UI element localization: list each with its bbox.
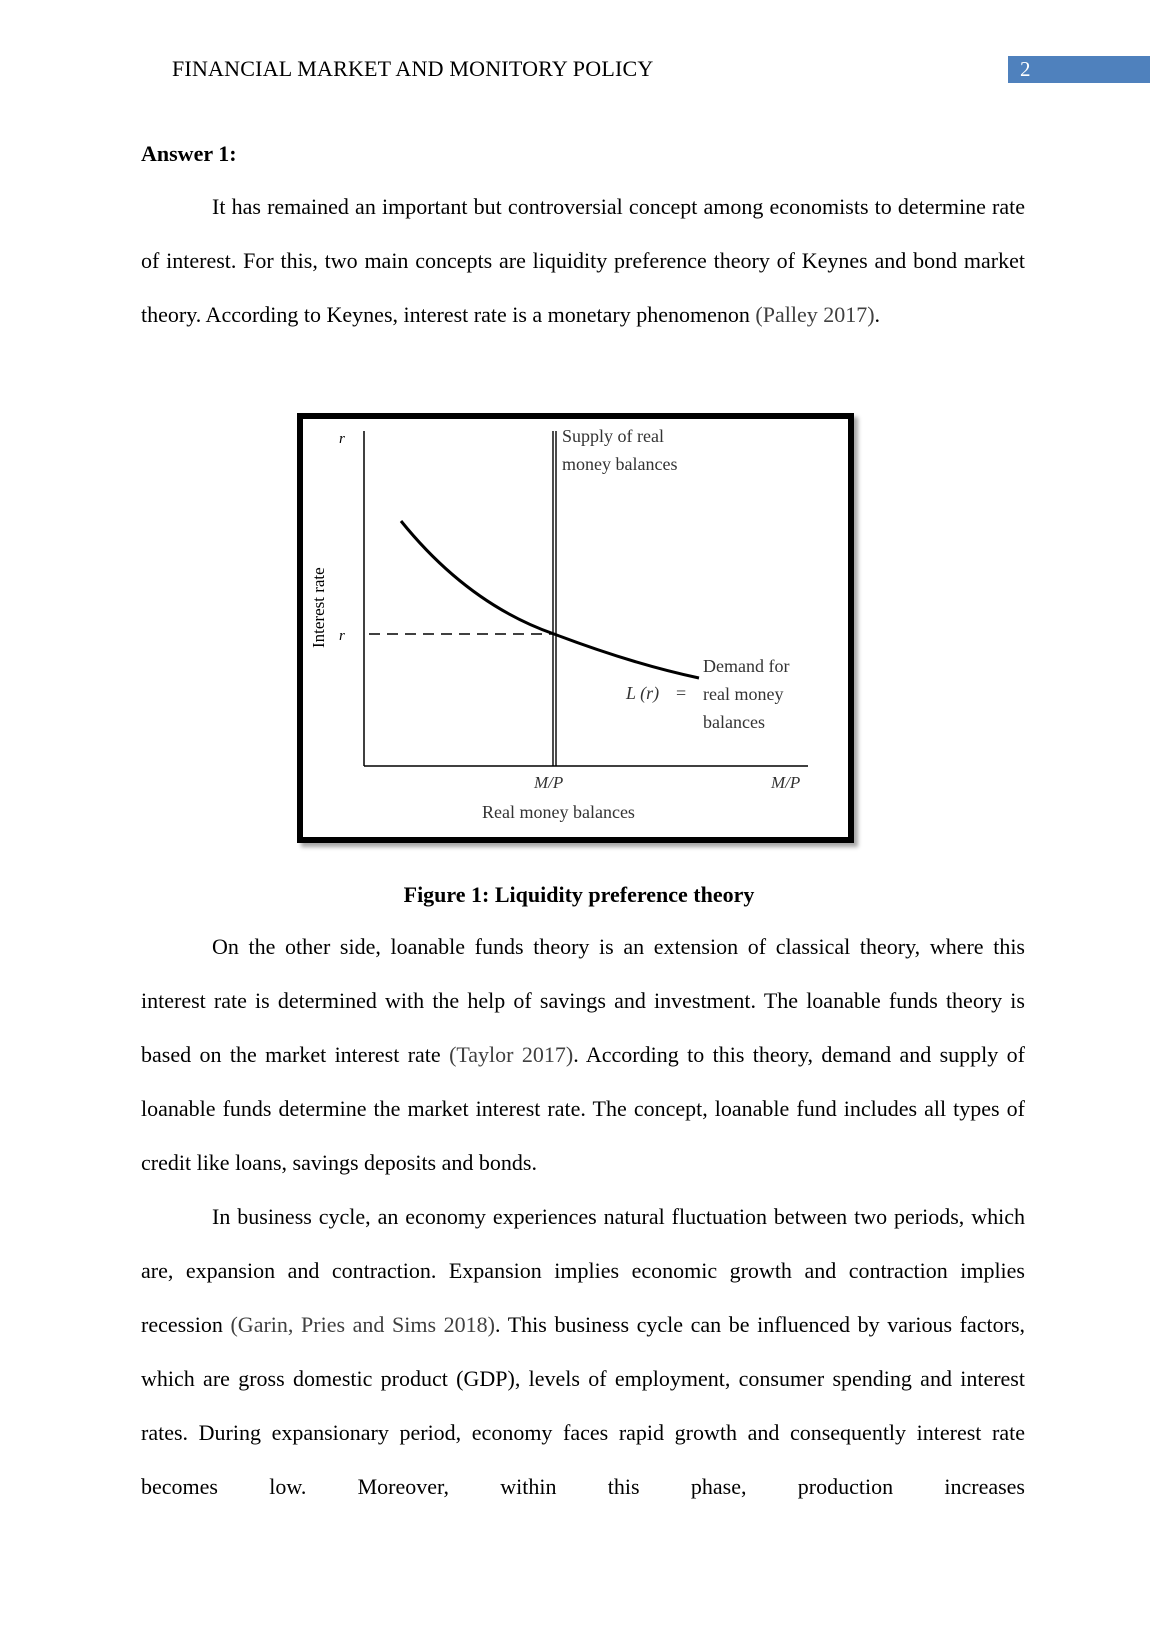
citation-garin: (Garin, Pries and Sims 2018) — [230, 1312, 495, 1337]
y-tick-equilibrium-r: r — [339, 628, 345, 644]
citation-taylor: (Taylor 2017) — [449, 1042, 574, 1067]
equals-sign: = — [676, 683, 687, 703]
demand-label-line1: Demand for — [703, 656, 790, 676]
page-number-badge: 2 — [1008, 56, 1150, 83]
demand-label-line2: real money — [703, 684, 784, 704]
paragraph-1-end: . — [874, 302, 881, 327]
figure-liquidity-preference — [297, 413, 854, 843]
paragraph-1 — [141, 180, 1025, 342]
y-axis-label: Interest rate — [309, 567, 328, 648]
x-tick-mp-center: M/P — [534, 773, 564, 792]
demand-function-label: L (r) — [626, 683, 660, 703]
answer-heading: Answer 1: — [141, 141, 237, 166]
supply-label-line2: money balances — [562, 454, 678, 474]
demand-curve — [401, 521, 699, 678]
x-tick-mp-right: M/P — [771, 773, 801, 792]
paragraph-2-text-after: . According to this theory, demand and supply of loanable funds determine the market interest rate. The concept, loanable fund includes all types of credit like loans, savings deposits and bonds. — [141, 1042, 1025, 1175]
paragraph-3 — [141, 1190, 1025, 1514]
y-tick-top-r: r — [339, 431, 345, 447]
running-header-title: FINANCIAL MARKET AND MONITORY POLICY — [172, 56, 654, 81]
liquidity-preference-chart — [303, 419, 848, 837]
x-axis-label: Real money balances — [482, 802, 635, 822]
supply-label-line1: Supply of real — [562, 426, 664, 446]
demand-label-line3: balances — [703, 712, 765, 732]
paragraph-3-text-before: In business cycle, an economy experiences natural fluctuation between two periods, which are, expansion and contraction. Expansion implies economic growth and contraction implies recession — [141, 1204, 1025, 1337]
paragraph-2 — [141, 920, 1025, 1190]
citation-palley: (Palley 2017) — [755, 302, 875, 327]
paragraph-1-text: It has remained an important but controversial concept among economists to determine rate of interest. For this, two main concepts are liquidity preference theory of Keynes and bond market theory. According to Keynes, interest rate is a monetary phenomenon — [141, 194, 1025, 327]
paragraph-2-text-before: On the other side, loanable funds theory is an extension of classical theory, where this interest rate is determined with the help of savings and investment. The loanable funds theory is based on the market interest rate — [141, 934, 1025, 1067]
paragraph-3-text-after: . This business cycle can be influenced by various factors, which are gross domestic product (GDP), levels of employment, consumer spending and interest rates. During expansionary period, economy faces rapid growth and consequently interest rate becomes low. Moreover, within this phase, production increases — [141, 1312, 1026, 1499]
figure-caption: Figure 1: Liquidity preference theory — [403, 882, 755, 907]
